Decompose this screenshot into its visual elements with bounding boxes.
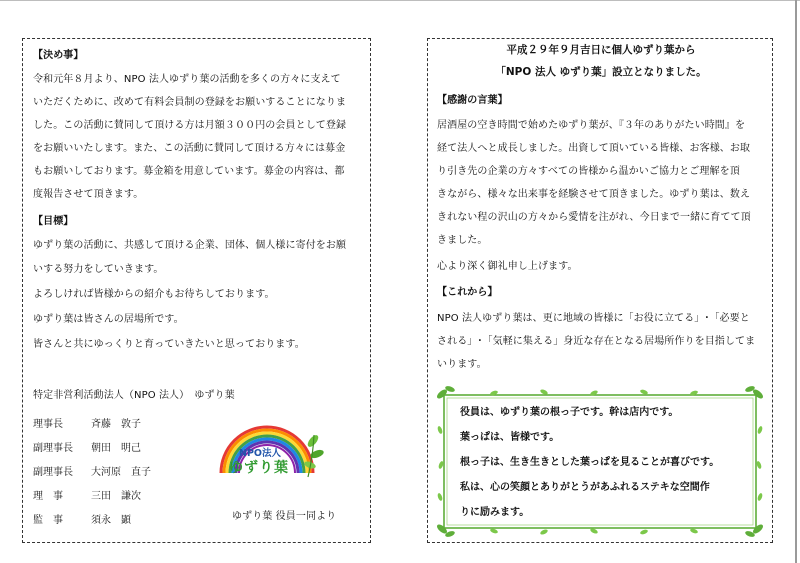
npo-logo [213,421,328,483]
boxed-line: 役員は、ゆずり葉の根っ子です。幹は店内です。 [460,407,679,418]
title-line: 平成２９年９月吉日に個人ゆずり葉から [506,44,696,56]
page-right-edge [795,0,797,563]
page-top-edge [0,0,800,1]
thanks-line: きました。 [437,235,488,246]
thanks-line: きれない程の沢山の方々から愛情を注がれ、今日まで一緒に育てて頂 [437,212,751,223]
thanks-line: 居酒屋の空き時間で始めたゆずり葉が、『３年のありがたい時間』を [437,120,746,131]
officer-role: 理事長 [33,419,63,430]
officer-role: 理 事 [33,491,63,502]
thanks-heading: 【感謝の言葉】 [437,95,508,106]
thanks-line: 心より深く御礼申し上げます。 [437,261,578,272]
boxed-line: 根っ子は、生き生きとした葉っぱを見ることが喜びです。 [460,457,720,468]
officer-role: 副理事長 [33,467,73,478]
goal-line: 皆さんと共にゆっくりと育っていきたいと思っております。 [33,339,305,350]
future-heading: 【これから】 [437,287,498,298]
officer-role: 監 事 [33,515,63,526]
future-line: NPO 法人ゆずり葉は、更に地域の皆様に「お役に立てる」･「必要と [437,313,750,324]
goal-line: いする努力をしていきます。 [33,264,164,275]
signoff: ゆずり葉 役員一同より [232,511,337,522]
officer-name: 斉藤 敦子 [91,419,141,430]
vine-frame [434,385,766,538]
goal-heading: 【目標】 [33,216,74,227]
officer-name: 須永 顕 [91,515,131,526]
rules-line: 度報告させて頂きます。 [33,189,144,200]
title-line: 「NPO 法人 ゆずり葉」設立となりました。 [495,66,707,78]
officer-name: 三田 謙次 [91,491,141,502]
logo-text-yuzuriha: ゆずり葉 [229,460,289,476]
boxed-line: 葉っぱは、皆様です。 [460,432,560,443]
future-line: される」･「気軽に集える」身近な存在となる居場所作りを目指してま [437,336,756,347]
rules-heading: 【決め事】 [33,50,84,61]
goal-line: ゆずり葉の活動に、共感して頂ける企業、団体、個人様に寄付をお願 [33,240,347,251]
officer-role: 副理事長 [33,443,73,454]
rules-line: いただくために、改めて有料会員制の登録をお願いすることになりま [33,97,347,108]
goal-line: ゆずり葉は皆さんの居場所です。 [33,314,184,325]
org-name: 特定非営利活動法人（NPO 法人） ゆずり葉 [33,390,235,401]
left-panel [22,38,371,543]
rules-line: もお願いしております。募金箱を用意しています。募金の内容は、都 [33,166,345,177]
future-line: いります。 [437,359,487,370]
right-panel [427,38,773,543]
thanks-line: 経て法人へと成長しました。出資して頂いている皆様、お客様、お取 [437,143,751,154]
goal-line: よろしければ皆様からの紹介もお待ちしております。 [33,289,275,300]
rules-line: した。この活動に賛同して頂ける方は月額３００円の会員として登録 [33,120,347,131]
thanks-line: り引き先の企業の方々すべての皆様から温かいご協力とご理解を頂 [437,166,740,177]
officer-name: 朝田 明己 [91,443,141,454]
rules-line: をお願いいたします。また、この活動に賛同して頂ける方々には募金 [33,143,346,154]
rules-line: 令和元年８月より、NPO 法人ゆずり葉の活動を多くの方々に支えて [33,74,341,85]
officer-name: 大河原 直子 [91,467,151,478]
logo-text-npo: NPO法人 [239,448,281,459]
thanks-line: きながら、様々な出来事を経験させて頂きました。ゆずり葉は、数え [437,189,751,200]
boxed-line: 私は、心の笑顔とありがとうがあふれるステキな空間作 [460,482,710,493]
boxed-line: りに励みます。 [460,507,530,518]
